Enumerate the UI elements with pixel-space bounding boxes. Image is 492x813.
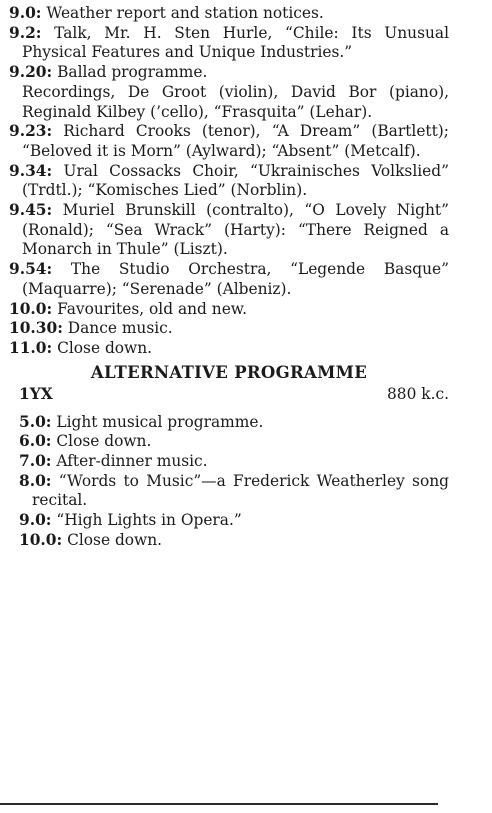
- entry-time: 10.0:: [19, 530, 63, 549]
- schedule-entry: [9, 63, 449, 83]
- alt-schedule-entry: [19, 531, 449, 551]
- entry-text: After-dinner music.: [56, 452, 208, 471]
- entry-text: The Studio Orchestra, “Legende Basque” (Maquarre); “Serenade” (Albeniz).: [22, 260, 449, 298]
- entry-text: Ural Cossacks Choir, “Ukrainisches Volkslied” (Trdtl.); “Komisches Lied” (Norblin).: [22, 161, 449, 200]
- entry-time: 11.0:: [9, 338, 53, 357]
- entry-time: 7.0:: [19, 452, 52, 471]
- alt-schedule-entry: [19, 413, 449, 433]
- entry-text: Muriel Brunskill (contralto), “O Lovely Night” (Ronald); “Sea Wrack” (Harty): “There Reigned a Monarch in Thule” (Liszt).: [22, 201, 449, 259]
- station-call-sign: 1YX: [19, 384, 53, 403]
- entry-time: 9.0:: [9, 4, 42, 22]
- entry-text: Close down.: [67, 530, 163, 549]
- alt-schedule-entry: [19, 511, 449, 531]
- entry-text: Talk, Mr. H. Sten Hurle, “Chile: Its Unusual Physical Features and Unique Industries.”: [22, 23, 449, 62]
- column-bottom-rule: [0, 803, 438, 805]
- entry-time: 9.2:: [9, 23, 42, 42]
- entry-detail: Recordings, De Groot (violin), David Bor (piano), Reginald Kilbey (’cello), “Frasquita” (Lehar).: [22, 82, 449, 121]
- entry-time: 8.0:: [19, 471, 52, 490]
- schedule-entry: [9, 24, 449, 63]
- entry-time: 9.34:: [9, 161, 53, 180]
- alt-schedule-entry: [19, 452, 449, 472]
- entry-time: 6.0:: [19, 432, 52, 451]
- entry-time: 10.30:: [9, 319, 63, 338]
- entry-time: 9.20:: [9, 63, 53, 82]
- entry-text: Favourites, old and new.: [57, 299, 248, 318]
- schedule-entry: [9, 162, 449, 201]
- entry-text: Close down.: [57, 338, 153, 357]
- alt-schedule-entry: [19, 432, 449, 452]
- entry-time: 5.0:: [19, 412, 52, 431]
- entry-text: Light musical programme.: [56, 412, 264, 431]
- entry-text: Richard Crooks (tenor), “A Dream” (Bartlett); “Beloved it is Morn” (Aylward); “Absent” (Metcalf).: [22, 122, 449, 160]
- entry-text: Close down.: [56, 432, 152, 451]
- schedule-entry: [9, 339, 449, 359]
- schedule-list: [9, 4, 449, 359]
- entry-time: 9.23:: [9, 122, 53, 141]
- schedule-entry: [9, 122, 449, 161]
- entry-time: 9.45:: [9, 201, 53, 220]
- schedule-entry: [9, 300, 449, 320]
- alternative-programme-heading: ALTERNATIVE PROGRAMME: [90, 362, 368, 382]
- schedule-entry: [9, 319, 449, 339]
- station-row: [9, 384, 449, 404]
- entry-time: 10.0:: [9, 299, 53, 318]
- entry-text: “Words to Music”—a Frederick Weatherley song recital.: [32, 471, 449, 510]
- alternative-schedule-list: [9, 413, 449, 551]
- entry-text: Ballad programme.: [57, 63, 208, 82]
- station-frequency: 880 k.c.: [387, 384, 449, 403]
- alt-schedule-entry: [19, 472, 449, 511]
- entry-time: 9.54:: [9, 260, 53, 279]
- schedule-entry: [9, 4, 449, 24]
- entry-text: Weather report and station notices.: [46, 4, 324, 22]
- entry-text: Dance music.: [67, 319, 173, 338]
- schedule-entry: [9, 201, 449, 260]
- schedule-entry: [9, 260, 449, 299]
- radio-programme-column: [9, 4, 449, 551]
- entry-time: 9.0:: [19, 511, 52, 530]
- entry-text: “High Lights in Opera.”: [56, 511, 242, 530]
